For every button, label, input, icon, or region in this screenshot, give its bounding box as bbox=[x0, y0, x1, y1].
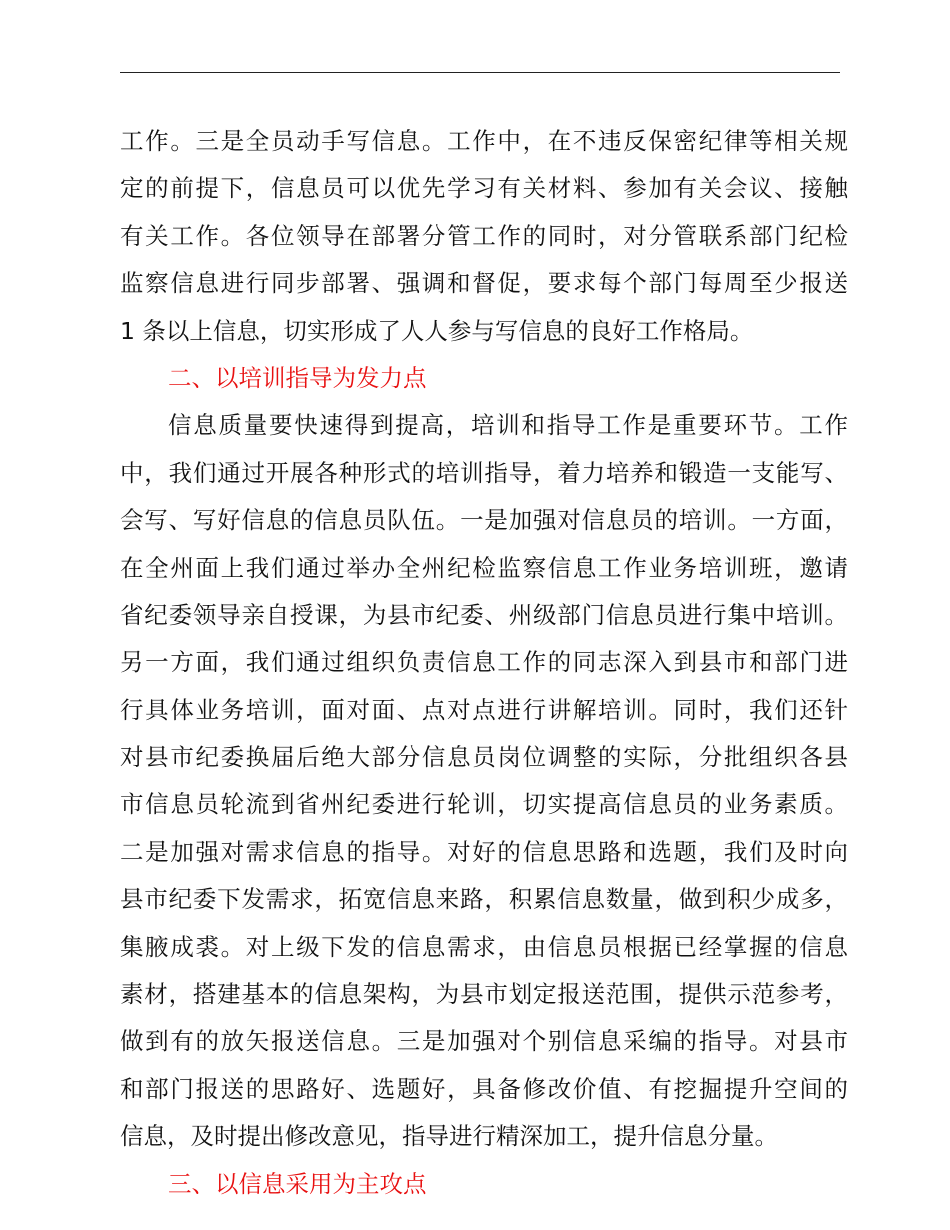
paragraph-line: 有关工作。各位领导在部署分管工作的同时，对分管联系部门纪检 bbox=[120, 221, 848, 250]
paragraph-line: 行具体业务培训，面对面、点对点进行讲解培训。同时，我们还针 bbox=[120, 695, 848, 724]
section-heading-3: 三、以信息采用为主攻点 bbox=[168, 1169, 427, 1198]
header-rule bbox=[120, 72, 840, 73]
document-body bbox=[120, 118, 848, 1208]
paragraph-line: 和部门报送的思路好、选题好，具备修改价值、有挖掘提升空间的 bbox=[120, 1074, 848, 1103]
paragraph-line: 信息，及时提出修改意见，指导进行精深加工，提升信息分量。 bbox=[120, 1122, 778, 1151]
paragraph-line: 在全州面上我们通过举办全州纪检监察信息工作业务培训班，邀请 bbox=[120, 553, 848, 582]
paragraph-line: 县市纪委下发需求，拓宽信息来路，积累信息数量，做到积少成多， bbox=[120, 885, 848, 914]
section-heading-2: 二、以培训指导为发力点 bbox=[168, 363, 427, 392]
paragraph-line: 做到有的放矢报送信息。三是加强对个别信息采编的指导。对县市 bbox=[120, 1027, 848, 1056]
paragraph-line: 工作。三是全员动手写信息。工作中，在不违反保密纪律等相关规 bbox=[120, 127, 848, 155]
paragraph-line: 省纪委领导亲自授课，为县市纪委、州级部门信息员进行集中培训。 bbox=[120, 600, 848, 629]
paragraph-line: 监察信息进行同步部署、强调和督促，要求每个部门每周至少报送 bbox=[120, 269, 848, 298]
paragraph-line: 集腋成裘。对上级下发的信息需求，由信息员根据已经掌握的信息 bbox=[120, 932, 848, 961]
paragraph-line: 对县市纪委换届后绝大部分信息员岗位调整的实际，分批组织各县 bbox=[120, 743, 848, 772]
paragraph-line: 1 条以上信息，切实形成了人人参与写信息的良好工作格局。 bbox=[120, 316, 754, 345]
paragraph-line: 市信息员轮流到省州纪委进行轮训，切实提高信息员的业务素质。 bbox=[120, 790, 848, 819]
paragraph-line: 另一方面，我们通过组织负责信息工作的同志深入到县市和部门进 bbox=[120, 648, 848, 677]
paragraph-line: 二是加强对需求信息的指导。对好的信息思路和选题，我们及时向 bbox=[120, 837, 848, 866]
paragraph-line: 会写、写好信息的信息员队伍。一是加强对信息员的培训。一方面， bbox=[120, 506, 848, 535]
paragraph-line: 信息质量要快速得到提高，培训和指导工作是重要环节。工作 bbox=[168, 411, 848, 440]
paragraph-line: 素材，搭建基本的信息架构，为县市划定报送范围，提供示范参考， bbox=[120, 980, 848, 1009]
paragraph-line: 定的前提下，信息员可以优先学习有关材料、参加有关会议、接触 bbox=[120, 174, 848, 203]
paragraph-line: 中，我们通过开展各种形式的培训指导，着力培养和锻造一支能写、 bbox=[120, 458, 848, 487]
